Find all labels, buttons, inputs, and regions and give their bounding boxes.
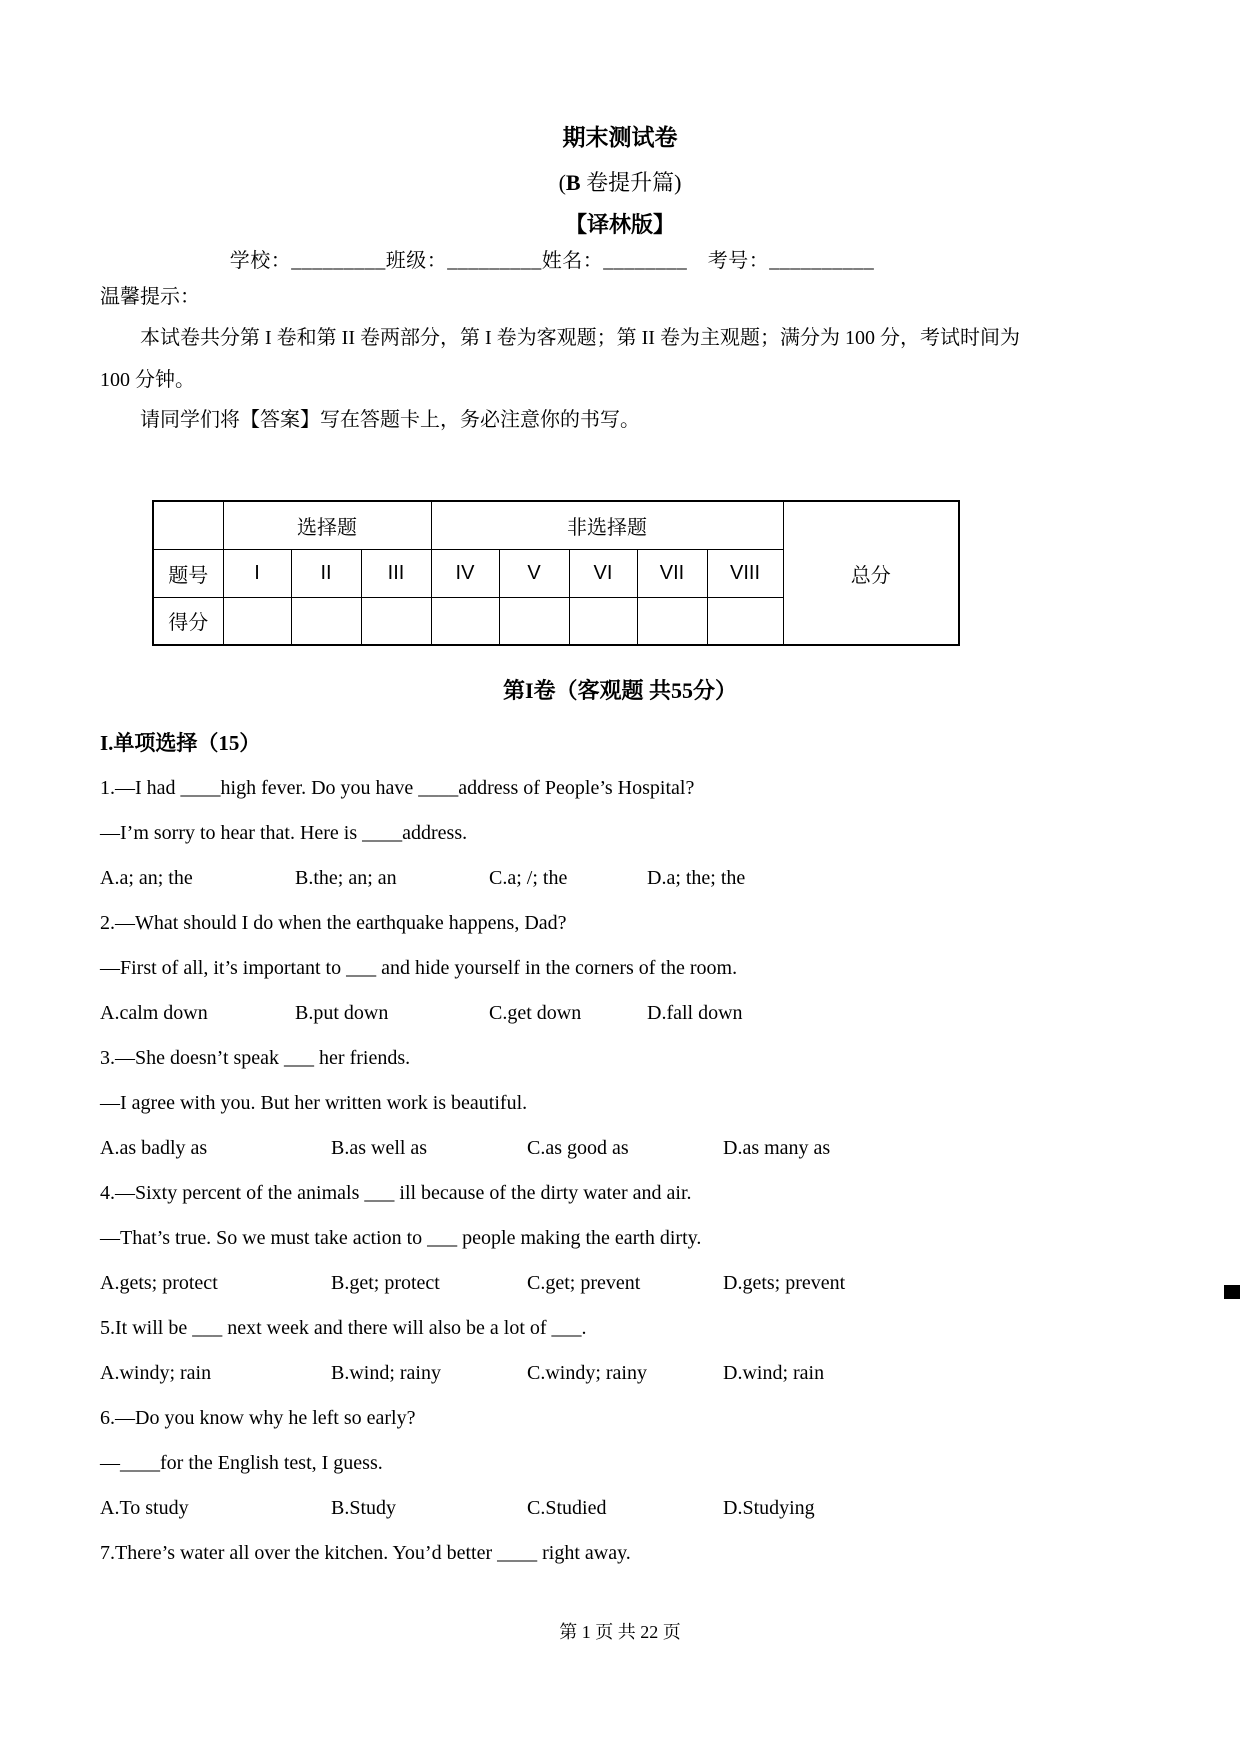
question-5-option-c: C.windy; rainy xyxy=(527,1362,647,1384)
page-content xyxy=(0,124,1240,1576)
score-cell-3 xyxy=(361,597,431,645)
question-6-option-a: A.To study xyxy=(100,1497,189,1519)
question-2-option-b: B.put down xyxy=(295,1002,389,1024)
question-3-option-c: C.as good as xyxy=(527,1137,629,1159)
question-1-line-2: —I’m sorry to hear that. Here is ____address. xyxy=(100,822,468,844)
question-no-7: VII xyxy=(637,549,707,597)
question-6-options xyxy=(100,1486,1140,1531)
question-2-option-c: C.get down xyxy=(489,1002,582,1024)
answer-instruction: 请同学们将【答案】写在答题卡上，务必注意你的书写。 xyxy=(140,409,640,431)
question-6-line-2: —____for the English test, I guess. xyxy=(100,1452,383,1474)
question-4-line-2: —That’s true. So we must take action to ___ people making the earth dirty. xyxy=(100,1227,702,1249)
question-no-row-label: 题号 xyxy=(153,549,223,597)
question-no-5: V xyxy=(499,549,569,597)
question-2-option-d: D.fall down xyxy=(647,1002,743,1024)
intro-line-2: 100 分钟。 xyxy=(100,369,195,391)
paper-subtitle xyxy=(100,169,1140,197)
question-no-4: IV xyxy=(431,549,499,597)
question-1-option-b: B.the; an; an xyxy=(295,867,397,889)
question-no-2: II xyxy=(291,549,361,597)
question-4-option-c: C.get; prevent xyxy=(527,1272,641,1294)
page-title: 期末测试卷 xyxy=(562,125,678,150)
question-6-option-d: D.Studying xyxy=(723,1497,815,1519)
score-cell-2 xyxy=(291,597,361,645)
score-cell-1 xyxy=(223,597,291,645)
question-1-options xyxy=(100,856,1140,901)
question-6-option-c: C.Studied xyxy=(527,1497,607,1519)
question-4-line-1: 4.—Sixty percent of the animals ___ ill because of the dirty water and air. xyxy=(100,1182,692,1204)
subtitle-open-paren: ( xyxy=(558,170,566,195)
question-4-option-b: B.get; protect xyxy=(331,1272,440,1294)
question-1-option-c: C.a; /; the xyxy=(489,867,568,889)
score-row-label: 得分 xyxy=(153,597,223,645)
question-6-line-1: 6.—Do you know why he left so early? xyxy=(100,1407,416,1429)
question-3-options xyxy=(100,1126,1140,1171)
question-2-line-1: 2.—What should I do when the earthquake happens, Dad? xyxy=(100,912,567,934)
question-5-option-a: A.windy; rain xyxy=(100,1362,212,1384)
question-3-line-2: —I agree with you. But her written work is beautiful. xyxy=(100,1092,528,1114)
total-score-header: 总分 xyxy=(783,501,959,645)
question-5-options xyxy=(100,1351,1140,1396)
question-1-line-1: 1.—I had ____high fever. Do you have ____address of People’s Hospital? xyxy=(100,777,695,799)
intro-line-1: 本试卷共分第 I 卷和第 II 卷两部分，第 I 卷为客观题；第 II 卷为主观题；满分为 100 分，考试时间为 xyxy=(140,327,1020,349)
score-cell-6 xyxy=(569,597,637,645)
question-no-8: VIII xyxy=(707,549,783,597)
part-1-title: 第I卷（客观题 共55分） xyxy=(502,678,738,703)
question-no-1: I xyxy=(223,549,291,597)
question-3-option-b: B.as well as xyxy=(331,1137,428,1159)
question-2-options xyxy=(100,991,1140,1036)
subtitle-volume-letter: B xyxy=(565,170,581,195)
non-choice-section-header: 非选择题 xyxy=(431,501,783,549)
score-table xyxy=(152,500,960,646)
question-3-option-a: A.as badly as xyxy=(100,1137,208,1159)
score-cell-4 xyxy=(431,597,499,645)
question-6-option-b: B.Study xyxy=(331,1497,397,1519)
question-5-line-1: 5.It will be ___ next week and there will also be a lot of ___. xyxy=(100,1317,587,1339)
question-4-option-a: A.gets; protect xyxy=(100,1272,218,1294)
question-5-option-b: B.wind; rainy xyxy=(331,1362,441,1384)
question-no-6: VI xyxy=(569,549,637,597)
question-1-option-d: D.a; the; the xyxy=(647,867,746,889)
question-4-options xyxy=(100,1261,1140,1306)
section-single-choice-title: I.单项选择（15） xyxy=(100,731,261,755)
score-cell-8 xyxy=(707,597,783,645)
question-3-option-d: D.as many as xyxy=(723,1137,831,1159)
page-edge-mark xyxy=(1224,1285,1240,1299)
question-2-line-2: —First of all, it’s important to ___ and hide yourself in the corners of the room. xyxy=(100,957,738,979)
edition-label: 【译林版】 xyxy=(564,212,675,237)
question-7-line-1: 7.There’s water all over the kitchen. You’d better ____ right away. xyxy=(100,1542,631,1564)
score-table-corner-cell xyxy=(153,501,223,549)
question-5-option-d: D.wind; rain xyxy=(723,1362,825,1384)
tip-label: 温馨提示： xyxy=(100,286,200,308)
score-cell-5 xyxy=(499,597,569,645)
choice-section-header: 选择题 xyxy=(223,501,431,549)
question-no-3: III xyxy=(361,549,431,597)
score-cell-7 xyxy=(637,597,707,645)
question-2-option-a: A.calm down xyxy=(100,1002,208,1024)
question-list xyxy=(100,766,1140,1576)
question-4-option-d: D.gets; prevent xyxy=(723,1272,846,1294)
page-number-footer: 第 1 页 共 22 页 xyxy=(559,1622,681,1642)
question-3-line-1: 3.—She doesn’t speak ___ her friends. xyxy=(100,1047,411,1069)
student-info-line: 学校：_________班级：_________姓名：________ 考号：__________ xyxy=(229,250,875,272)
subtitle-rest: 卷提升篇) xyxy=(580,170,682,195)
question-1-option-a: A.a; an; the xyxy=(100,867,193,889)
